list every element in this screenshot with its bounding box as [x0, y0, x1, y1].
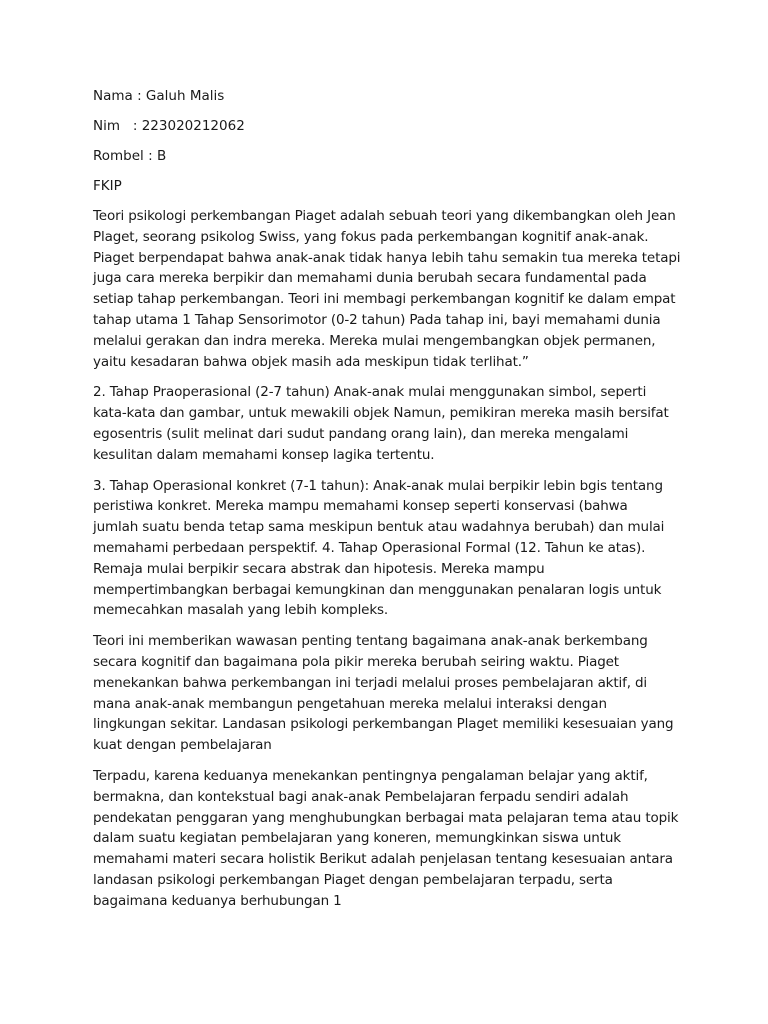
paragraph-line: dalam suatu kegiatan pembelajaran yang koneren, memungkinkan siswa untuk	[93, 830, 621, 847]
paragraph-line: peristiwa konkret. Mereka mampu memahami konsep seperti konservasi (bahwa	[93, 498, 628, 515]
paragraph-line: yaitu kesadaran bahwa objek masih ada meskipun tidak terlihat.”	[93, 353, 529, 370]
paragraph-line: Teori ini memberikan wawasan penting tentang bagaimana anak-anak berkembang	[93, 633, 648, 650]
paragraph-line: egosentris (sulit melinat dari sudut pandang orang lain), dan mereka mengalami	[93, 425, 629, 442]
paragraph-line: kesulitan dalam memahami konsep lagika tertentu.	[93, 446, 435, 463]
paragraph-line: bagaimana keduanya berhubungan 1	[93, 892, 342, 909]
student-name: Nama : Galuh Malis	[93, 88, 225, 104]
paragraph-line: Teori psikologi perkembangan Piaget adalah sebuah teori yang dikembangkan oleh Jean	[93, 208, 676, 224]
paragraph-line: tahap utama 1 Tahap Sensorimotor (0-2 tahun) Pada tahap ini, bayi memahami dunia	[93, 311, 661, 328]
paragraph-line: setiap tahap perkembangan. Teori ini membagi perkembangan kognitif ke dalam empat	[93, 291, 676, 308]
paragraph-line: jumlah suatu benda tetap sama meskipun bentuk atau wadahnya berubah) dan mulai	[93, 519, 665, 536]
paragraph-line: pendekatan penggaran yang menghubungkan berbagai mata pelajaran tema atau topik	[93, 809, 679, 826]
faculty: FKIP	[93, 178, 122, 194]
paragraph-intro	[93, 206, 683, 372]
paragraph-line: melalui gerakan dan indra mereka. Mereka mulai mengembangkan objek permanen,	[93, 332, 656, 349]
class-group: Rombel : B	[93, 148, 167, 164]
paragraph-line: juga cara mereka berpikir dan memahami dunia berubah secara fundamental pada	[93, 270, 647, 287]
paragraph-line: Remaja mulai berpikir secara abstrak dan hipotesis. Mereka mampu	[93, 560, 545, 577]
paragraph-line: memecahkan masalah yang lebih kompleks.	[93, 602, 389, 619]
paragraph-line: memahami materi secara holistik Berikut adalah penjelasan tentang kesesuaian antara	[93, 851, 673, 868]
paragraph-wawasan	[93, 631, 683, 756]
document-page	[93, 86, 683, 922]
paragraph-line: bermakna, dan kontekstual bagi anak-anak Pembelajaran ferpadu sendiri adalah	[93, 788, 629, 805]
paragraph-line: kata-kata dan gambar, untuk mewakili objek Namun, pemikiran mereka masih bersifat	[93, 405, 669, 422]
paragraph-line: mana anak-anak membangun pengetahuan mereka melalui interaksi dengan	[93, 695, 607, 712]
paragraph-line: menekankan bahwa perkembangan ini terjadi melalui proses pembelajaran aktif, di	[93, 674, 648, 691]
paragraph-line: Terpadu, karena keduanya menekankan pentingnya pengalaman belajar yang aktif,	[93, 767, 648, 784]
student-id: Nim : 223020212062	[93, 118, 245, 134]
paragraph-line: mempertimbangkan berbagai kemungkinan dan menggunakan penalaran logis untuk	[93, 581, 662, 598]
paragraph-line: landasan psikologi perkembangan Piaget dengan pembelajaran terpadu, serta	[93, 871, 613, 888]
paragraph-operasional	[93, 476, 683, 622]
paragraph-line: lingkungan sekitar. Landasan psikologi perkembangan Plaget memiliki kesesuaian yang	[93, 716, 674, 733]
paragraph-terpadu	[93, 766, 683, 912]
paragraph-line: 2. Tahap Praoperasional (2-7 tahun) Anak-anak mulai menggunakan simbol, seperti	[93, 384, 647, 401]
paragraph-line: kuat dengan pembelajaran	[93, 737, 272, 754]
paragraph-praoperasional	[93, 382, 683, 465]
paragraph-line: secara kognitif dan bagaimana pola pikir mereka berubah seiring waktu. Piaget	[93, 653, 619, 670]
paragraph-line: Plaget, seorang psikolog Swiss, yang fokus pada perkembangan kognitif anak-anak.	[93, 228, 649, 245]
paragraph-line: memahami perbedaan perspektif. 4. Tahap Operasional Formal (12. Tahun ke atas).	[93, 539, 646, 556]
paragraph-line: Piaget berpendapat bahwa anak-anak tidak hanya lebih tahu semakin tua mereka tetapi	[93, 249, 681, 266]
paragraph-line: 3. Tahap Operasional konkret (7-1 tahun): Anak-anak mulai berpikir lebin bgis tentang	[93, 477, 663, 494]
